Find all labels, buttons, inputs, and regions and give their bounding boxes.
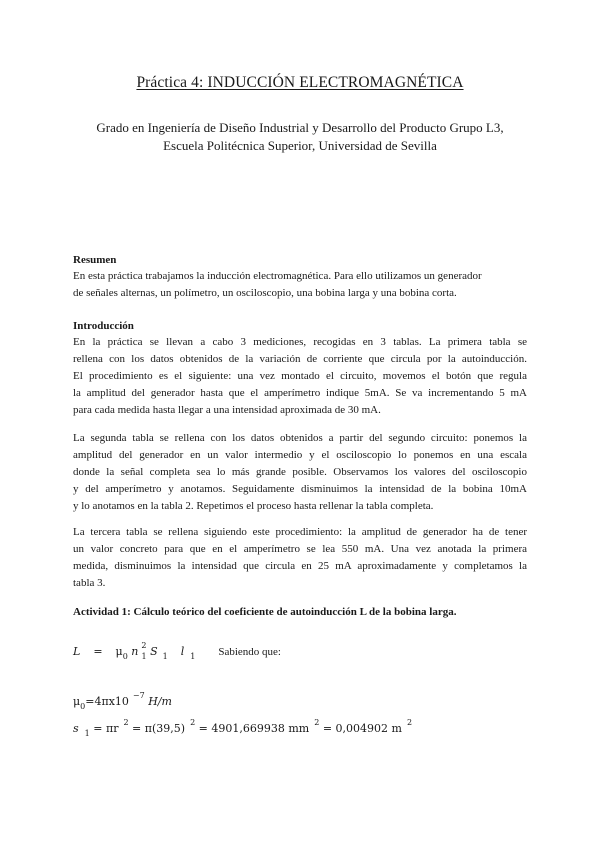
- l-subscript: 1: [190, 652, 196, 661]
- text-line: rellena con los datos obtenidos de la variación de corriente que circula por la autoinducción.: [73, 353, 527, 365]
- introduccion-heading: Introducción: [73, 320, 134, 332]
- text-line: En esta práctica trabajamos la inducción electromagnética. Para ello utilizamos un generador: [73, 270, 482, 282]
- mu-subscript: 0: [80, 702, 86, 711]
- text-line: amplitud del generador en un valor intermedio y el osciloscopio lo ponemos en una escala: [73, 449, 527, 461]
- mu-subscript: 0: [122, 652, 128, 661]
- introduccion-paragraph-2: [73, 430, 527, 515]
- permeability-value: =4πx10: [85, 695, 129, 708]
- author-affiliation: [40, 119, 560, 155]
- area-expression: = πr: [93, 722, 119, 735]
- S-subscript: 1: [162, 652, 168, 661]
- area-expression: = π(39,5): [132, 722, 186, 735]
- permeability-exponent: −7: [132, 691, 145, 700]
- resumen-heading: Resumen: [73, 254, 117, 266]
- introduccion-paragraph-3: [73, 524, 527, 592]
- symbol-L: L: [73, 645, 81, 658]
- superscript-2: 2: [314, 718, 320, 727]
- equals-sign: =: [93, 645, 103, 658]
- permeability-unit: H/m: [148, 695, 172, 708]
- n-subscript: 1: [141, 652, 147, 661]
- text-line: y del amperímetro y anotamos. Seguidamente disminuimos la intensidad de la bobina 10mA: [73, 483, 527, 495]
- affiliation-line: Grado en Ingeniería de Diseño Industrial y Desarrollo del Producto Grupo L3,: [96, 120, 504, 135]
- text-line: La segunda tabla se rellena con los datos obtenidos a partir del segundo circuito: ponemos la: [73, 432, 527, 444]
- text-line: para cada medida hasta llegar a una intensidad aproximada de 30 mA.: [73, 404, 381, 416]
- symbol-s: s: [73, 722, 79, 735]
- symbol-mu: μ: [73, 695, 81, 708]
- affiliation-line: Escuela Politécnica Superior, Universidad de Sevilla: [163, 138, 437, 153]
- formula-section-area: [73, 718, 413, 738]
- introduccion-paragraph-1: [73, 334, 527, 419]
- n-superscript: 2: [141, 641, 147, 650]
- text-line: El procedimiento es el siguiente: una vez montado el circuito, movemos el botón que regula: [73, 370, 527, 382]
- text-line: tabla 3.: [73, 577, 106, 589]
- s-subscript: 1: [84, 729, 90, 738]
- symbol-l: l: [180, 645, 185, 658]
- text-line: donde la señal completa sea lo más grande posible. Observamos los valores del osciloscopio: [73, 466, 527, 478]
- symbol-n: n: [131, 645, 139, 658]
- superscript-2: 2: [123, 718, 129, 727]
- superscript-2: 2: [190, 718, 196, 727]
- superscript-2: 2: [406, 718, 413, 727]
- text-line: En la práctica se llevan a cabo 3 mediciones, recogidas en 3 tablas. La primera tabla se: [73, 336, 527, 348]
- formula-permeability: [73, 691, 172, 711]
- area-value-mm: = 4901,669938 mm: [198, 722, 310, 735]
- text-line: un valor concreto para que en el amperímetro se lea 550 mA. Una vez anotada la primera: [73, 543, 527, 555]
- text-line: La tercera tabla se rellena siguiendo este procedimiento: la amplitud de generador ha de tener: [73, 526, 527, 538]
- formula-inductance: [73, 641, 281, 661]
- text-line: y lo anotamos en la tabla 2. Repetimos el proceso hasta rellenar la tabla completa.: [73, 500, 434, 512]
- document-title: Práctica 4: INDUCCIÓN ELECTROMAGNÉTICA: [136, 74, 464, 91]
- symbol-mu: μ: [115, 645, 123, 658]
- formula-note: Sabiendo que:: [218, 646, 281, 658]
- area-value-m: = 0,004902 m: [322, 722, 402, 735]
- symbol-S: S: [150, 645, 158, 658]
- text-line: medida, disminuimos la intensidad que circula en 25 mA aproximadamente y completamos la: [73, 560, 527, 572]
- resumen-paragraph: [73, 268, 527, 302]
- actividad1-heading: Actividad 1: Cálculo teórico del coeficiente de autoinducción L de la bobina larga.: [73, 606, 457, 618]
- text-line: la amplitud del generador hasta que el amperímetro indique 5mA. Se va incrementando 5 mA: [73, 387, 527, 399]
- text-line: de señales alternas, un polímetro, un osciloscopio, una bobina larga y una bobina corta.: [73, 287, 457, 299]
